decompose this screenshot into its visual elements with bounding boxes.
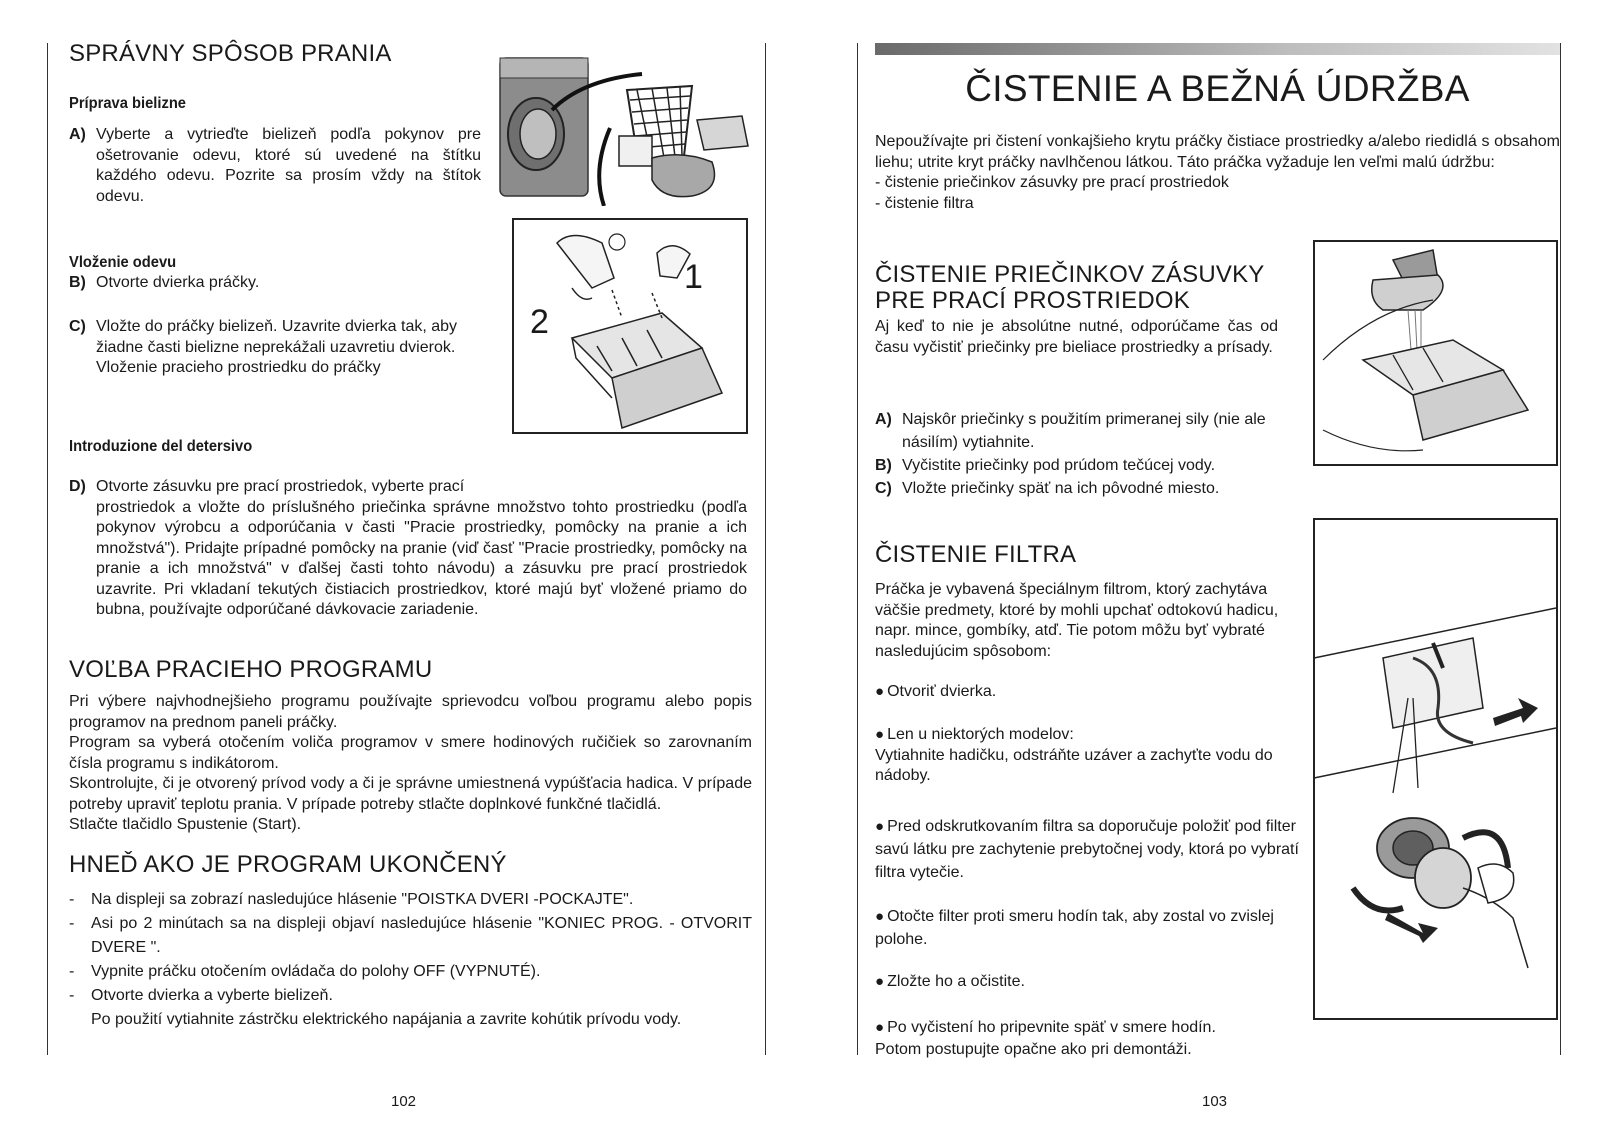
list-item: - Na displeji sa zobrazí nasledujúce hlásenie "POISTKA DVERI -POCKAJTE". xyxy=(69,891,634,908)
step-d-first: Otvorte zásuvku pre prací prostriedok, vyberte prací xyxy=(96,478,465,495)
step-c xyxy=(69,317,489,379)
heading-vlozenie: Vloženie odevu xyxy=(69,254,177,271)
step-d-label: D) xyxy=(69,478,86,495)
drawer-label-1: 1 xyxy=(684,258,703,296)
volba-p3: Skontrolujte, či je otvorený prívod vody a či je správne umiestnená vypúšťacia hadica. V prípade potreby upraviť teplotu prania. V prípade potreby stlačte doplnkové funkčné tlačidlá. xyxy=(69,775,752,813)
filter-paragraph: Práčka je vybavená špeciálnym filtrom, ktorý zachytáva väčšie predmety, ktoré by mohli upchať odtokovú hadicu, napr. mince, gombíky, atď. Tie potom môžu byť vybraté nasledujúcim spôsobom: xyxy=(875,581,1279,660)
step-b-text: Otvorte dvierka práčky. xyxy=(96,274,260,291)
filter-step-4: ● Otočte filter proti smeru hodín tak, aby zostal vo zvislej polohe. xyxy=(875,905,1300,951)
step-d xyxy=(69,477,747,621)
left-margin-rule xyxy=(47,43,48,1055)
page-title-cistenie: ČISTENIE A BEŽNÁ ÚDRŽBA xyxy=(965,68,1470,109)
right-margin-rule xyxy=(1560,43,1561,1055)
drawer-under-tap-illustration xyxy=(1313,240,1558,466)
volba-p2: Program sa vyberá otočením voliča programov v smere hodinových ručičiek so zarovnaním čísla programu s indikátorom. xyxy=(69,734,752,772)
intro-paragraph: Nepoužívajte pri čistení vonkajšieho krytu práčky čistiace prostriedky a/alebo riedidlá s obsahom liehu; utrite kryt práčky navlhčenou látkou. Táto práčka vyžaduje len veľmi malú údržbu: xyxy=(875,133,1560,171)
list-item: C) Vložte priečinky späť na ich pôvodné miesto. xyxy=(875,480,1220,497)
list-item: - Asi po 2 minútach sa na displeji objaví nasledujúce hlásenie "KONIEC PROG. - OTVORIT DVERE ". xyxy=(69,915,752,956)
section-title-filter: ČISTENIE FILTRA xyxy=(875,541,1077,568)
list-item: B) Vyčistite priečinky pod prúdom tečúcej vody. xyxy=(875,457,1216,474)
step-c-text: Vložte do práčky bielizeň. Uzavrite dvierka tak, aby žiadne časti bielizne neprekážali uzavretiu dvierok. xyxy=(96,318,458,356)
filter-removal-illustration xyxy=(1313,518,1558,1020)
step-b xyxy=(69,273,489,294)
section-title-hned: HNEĎ AKO JE PROGRAM UKONČENÝ xyxy=(69,851,507,878)
list-item: - Vypnite práčku otočením ovládača do polohy OFF (VYPNUTÉ). xyxy=(69,963,541,980)
right-page-left-rule xyxy=(857,43,858,1055)
intro-text xyxy=(875,132,1560,214)
heading-priprava: Príprava bielizne xyxy=(69,95,186,112)
header-gradient-bar xyxy=(875,43,1560,55)
section-title-volba: VOĽBA PRACIEHO PROGRAMU xyxy=(69,656,433,683)
filter-step-3: ● Pred odskrutkovaním filtra sa doporučuje položiť pod filter savú látku pre zachytenie prebytočnej vody, ktorá po vybratí filtra vytečie. xyxy=(875,815,1300,884)
left-page-right-rule xyxy=(765,43,766,1055)
heading-introduzione: Introduzione del detersivo xyxy=(69,438,253,455)
washing-machine-laundry-illustration xyxy=(492,50,762,206)
page-number-right: 103 xyxy=(1202,1093,1228,1110)
page-number-left: 102 xyxy=(391,1093,417,1110)
filter-step-2: ● Len u niektorých modelov: Vytiahnite hadičku, odstráňte uzáver a zachyťte vodu do nádoby. xyxy=(875,725,1300,787)
volba-p4: Stlačte tlačidlo Spustenie (Start). xyxy=(69,816,302,833)
list-item: - Otvorte dvierka a vyberte bielizeň. xyxy=(69,987,333,1004)
volba-body xyxy=(69,692,752,836)
priecinky-steps xyxy=(875,408,1295,500)
step-a-label: A) xyxy=(69,126,86,143)
drawer-label-2: 2 xyxy=(530,303,549,341)
list-item: A) Najskôr priečinky s použitím primeranej sily (nie ale násilím) vytiahnite. xyxy=(875,411,1266,451)
hned-tail: Po použití vytiahnite zástrčku elektrického napájania a zavrite kohútik prívodu vody. xyxy=(91,1011,682,1028)
filter-step-5: ● Zložte ho a očistite. xyxy=(875,972,1300,993)
intro-list-item-2: - čistenie filtra xyxy=(875,194,974,212)
priecinky-paragraph: Aj keď to nie je absolútne nutné, odporúčame čas od času vyčistiť priečinky pre bieliace prostriedky a prísady. xyxy=(875,318,1278,356)
step-c-label: C) xyxy=(69,318,86,335)
section-title-spravny-sposob: SPRÁVNY SPÔSOB PRANIA xyxy=(69,40,392,67)
filter-step-6: ● Po vyčistení ho pripevnite späť v smere hodín. Potom postupujte opačne ako pri demontáži. xyxy=(875,1017,1300,1061)
hned-list xyxy=(69,888,752,1032)
step-a-text: Vyberte a vytrieďte bielizeň podľa pokynov pre ošetrovanie odevu, ktoré sú uvedené na štítku každého odevu. Pozrite sa prosím vždy na štítok odevu. xyxy=(96,126,481,205)
volba-p1: Pri výbere najvhodnejšieho programu používajte sprievodcu voľbou programu alebo popis programov na prednom paneli práčky. xyxy=(69,693,752,731)
filter-step-1: ● Otvoriť dvierka. xyxy=(875,682,1300,703)
step-b-label: B) xyxy=(69,274,86,291)
step-d-rest: prostriedok a vložte do príslušného priečinka správne množstvo tohto prostriedku (podľa pokynov výrobcu a odporúčania v časti "Pracie prostriedky, pomôcky na pranie a ich množstvá"). Pridajte prípadné pomôcky na pranie (viď časť "Pracie prostriedky, pomôcky na pranie a ich množstvá" v ďalšej časti tohto návodu) a zásuvku pre prací prostriedok uzavrite. Pri vkladaní tekutých čistiacich prostriedkov, ktoré majú byť vložené priamo do bubna, používajte odporúčané dávkovacie zariadenie. xyxy=(96,498,747,618)
section-title-priecinky: ČISTENIE PRIEČINKOV ZÁSUVKY PRE PRACÍ PROSTRIEDOK xyxy=(875,261,1265,314)
step-a xyxy=(69,125,481,207)
intro-list-item-1: - čistenie priečinkov zásuvky pre prací prostriedok xyxy=(875,174,1229,191)
step-c-extra: Vloženie pracieho prostriedku do práčky xyxy=(96,359,381,376)
